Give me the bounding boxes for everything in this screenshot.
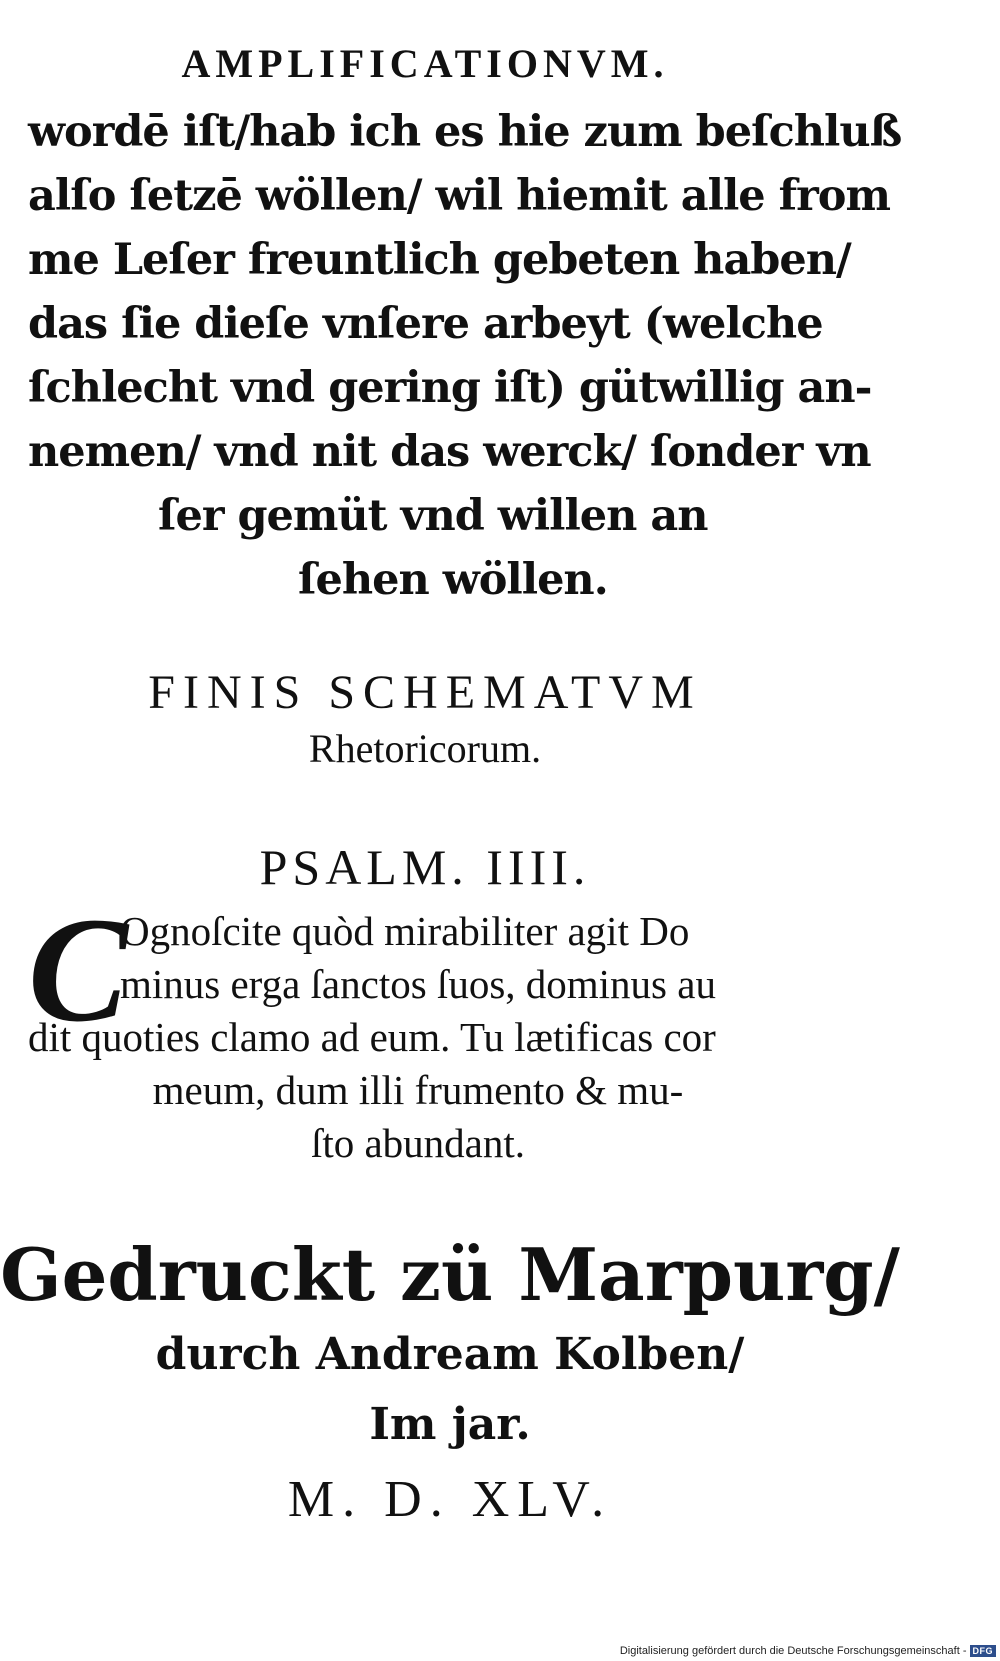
psalm-text-block xyxy=(28,887,888,1170)
imprint-year-label: Im jar. xyxy=(369,1399,531,1450)
running-head: AMPLIFICATIONVM. xyxy=(181,41,669,86)
finis-title: FINIS SCHEMATVM xyxy=(148,666,702,719)
dfg-logo-icon: DFG xyxy=(970,1645,997,1657)
text-line: Ognoſcite quòd mirabiliter agit Do xyxy=(120,908,690,954)
imprint xyxy=(0,1230,900,1540)
footer-credit-text: Digitalisierung gefördert durch die Deutsche Forschungsgemeinschaft - xyxy=(619,1645,967,1657)
fraktur-text-block xyxy=(28,100,902,612)
finis-subtitle: Rhetoricorum. xyxy=(308,726,542,771)
text-line: wordē iſt/hab ich es hie zum beſchluß xyxy=(28,107,902,157)
text-line: alſo ſetzē wöllen/ wil hiemit alle from xyxy=(28,171,890,221)
imprint-printer: durch Andream Kolben/ xyxy=(155,1329,745,1380)
footer-credit xyxy=(620,1645,996,1657)
text-line: dit quoties clamo ad eum. Tu lætificas cor xyxy=(28,1014,716,1060)
text-line: meum, dum illi frumento & mu- xyxy=(152,1067,684,1113)
text-line: minus erga ſanctos ſuos, dominus au xyxy=(120,961,716,1007)
text-line: das ſie dieſe vnſere arbeyt (welche xyxy=(28,299,823,349)
text-line: ſchlecht vnd gering iſt) gütwillig an- xyxy=(28,363,872,413)
psalm-title: PSALM. IIII. xyxy=(259,839,591,895)
text-line: ſer gemüt vnd willen an xyxy=(158,491,708,541)
imprint-main: Gedruckt zü Marpurg/ xyxy=(0,1232,900,1317)
text-line: ſehen wöllen. xyxy=(298,555,608,605)
imprint-year: M. D. XLV. xyxy=(287,1471,613,1528)
text-line: me Leſer freuntlich gebeten haben/ xyxy=(28,235,851,285)
text-line: ſto abundant. xyxy=(310,1120,526,1166)
text-line: nemen/ vnd nit das werck/ ſonder vn xyxy=(28,427,871,477)
drop-cap: C xyxy=(28,887,129,1053)
